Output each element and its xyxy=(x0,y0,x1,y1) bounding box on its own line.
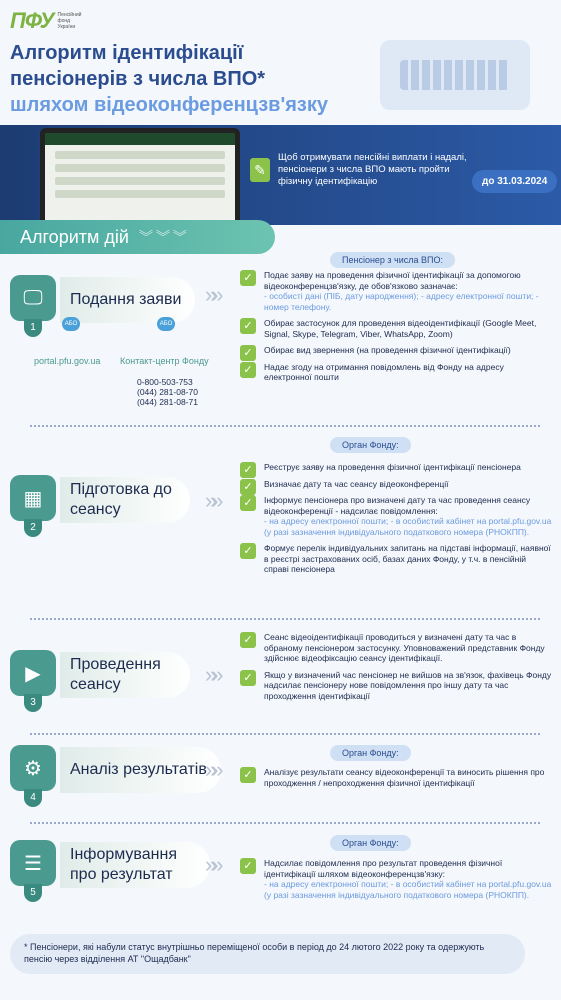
pfu-logo xyxy=(10,8,81,34)
logo-line: України xyxy=(57,24,76,30)
step-4-list xyxy=(240,767,552,794)
step-number: 2 xyxy=(24,519,42,537)
list-item: ✓ Інформує пенсіонера про визначені дату та час проведення сеансу відеоконференції - надсилає повідомлення: - на адресу електронної пошти; - в особистий кабінет на portal.pfu.gov.ua (у разі зазначення індивідуального податкового номера (РНОКПП). xyxy=(240,495,552,537)
check-icon: ✓ xyxy=(240,858,256,874)
laptop-illustration xyxy=(40,128,240,228)
chevron-right-icon: »» xyxy=(205,662,218,687)
divider xyxy=(30,822,540,824)
calendar-icon: ▦ xyxy=(10,475,56,521)
list-item: ✓ Подає заяву на проведення фізичної ідентифікації за допомогою відеоконференцзв'язку, де обов'язково зазначає: - особисті дані (ПІБ, дату народження); - адресу електронної пошти; - номер телефону. xyxy=(240,270,552,312)
list-item: ✓ Обирає застосунок для проведення відеоідентифікації (Google Meet, Signal, Skype, Telegram, Viber, WhatsApp, Zoom) xyxy=(240,318,552,339)
phone-number: (044) 281-08-71 xyxy=(137,397,198,407)
list-item: ✓ Обирає вид звернення (на проведення фізичної ідентифікації) xyxy=(240,345,552,356)
list-item: ✓ Формує перелік індивідуальних запитань на підставі інформації, наявної в реєстрі застрахованих осіб, базах даних Фонду, у т.ч. в пенсійній справі пенсіонера xyxy=(240,543,552,575)
step-3-list xyxy=(240,632,552,707)
check-icon: ✓ xyxy=(240,632,256,648)
check-icon: ✓ xyxy=(240,345,256,361)
video-camera-icon: ▶ xyxy=(10,650,56,696)
actor-badge: Орган Фонду: xyxy=(330,745,411,761)
divider xyxy=(30,733,540,735)
chevron-right-icon: »» xyxy=(205,488,218,513)
chevron-right-icon: »» xyxy=(205,757,218,782)
algorithm-label: Алгоритм дій xyxy=(20,226,129,247)
or-icon: АБО xyxy=(157,317,175,331)
step-title: Підготовка до сеансу xyxy=(60,477,190,523)
algorithm-header xyxy=(0,220,275,254)
list-item: ✓ Надсилає повідомлення про результат проведення фізичної ідентифікації шляхом відеоконференцзв'язку: - на адресу електронної пошти; - в особистий кабінет на portal.pfu.gov.ua (у разі зазначення індивідуального податкового номера (РНОКПП). xyxy=(240,858,552,900)
title-line-2: пенсіонерів з числа ВПО* xyxy=(10,68,266,90)
actor-badge: Орган Фонду: xyxy=(330,437,411,453)
logo-line: Пенсійний xyxy=(57,12,82,18)
divider xyxy=(30,425,540,427)
list-item: ✓ Якщо у визначений час пенсіонер не вийшов на зв'язок, фахівець Фонду надсилає пенсіонеру нове повідомлення про іншу дату та час проходження ідентифікації xyxy=(240,670,552,702)
step-number: 3 xyxy=(24,694,42,712)
check-icon: ✓ xyxy=(240,767,256,783)
divider xyxy=(30,618,540,620)
list-item: ✓ Аналізує результати сеансу відеоконференції та виносить рішення про проходження / непроходження фізичної ідентифікації xyxy=(240,767,552,788)
document-icon: ✎ xyxy=(250,158,270,182)
chevron-right-icon: »» xyxy=(205,282,218,307)
list-item: ✓ Надає згоду на отримання повідомлень від Фонду на адресу електронної пошти xyxy=(240,362,552,383)
step-number: 1 xyxy=(24,319,42,337)
check-icon: ✓ xyxy=(240,670,256,686)
banner-text: Щоб отримувати пенсійні виплати і надалі, пенсіонери з числа ВПО мають пройти фізичну ідентифікацію xyxy=(278,152,467,187)
step-number: 5 xyxy=(24,884,42,902)
check-icon: ✓ xyxy=(240,495,256,511)
phone-number: 0-800-503-753 xyxy=(137,377,193,387)
banner-message xyxy=(250,152,468,188)
actor-badge: Пенсіонер з числа ВПО: xyxy=(330,252,455,268)
phone-list xyxy=(137,377,198,407)
gear-icon: ⚙ xyxy=(10,745,56,791)
contact-center: Контакт-центр Фонду xyxy=(120,356,209,366)
step-title: Інформування про результат xyxy=(60,842,210,888)
keyboard-illustration xyxy=(380,40,530,110)
title-line-3: шляхом відеоконференцзв'язку xyxy=(10,94,328,116)
list-item: ✓ Реєструє заяву на проведення фізичної ідентифікації пенсіонера xyxy=(240,462,552,473)
check-icon: ✓ xyxy=(240,462,256,478)
deadline-badge: до 31.03.2024 xyxy=(472,170,557,193)
check-icon: ✓ xyxy=(240,479,256,495)
list-item: ✓ Сеанс відеоідентифікації проводиться у визначені дату та час в обраному пенсіонером застосунку. Уповноважений представник Фонду здійснює відеофіксацію сеансу ідентифікації. xyxy=(240,632,552,664)
check-icon: ✓ xyxy=(240,270,256,286)
step-2-list xyxy=(240,462,552,581)
or-icon: АБО xyxy=(62,317,80,331)
step-title: Проведення сеансу xyxy=(60,652,190,698)
step-title: Подання заяви xyxy=(60,277,195,323)
list-item: ✓ Визначає дату та час сеансу відеоконференції xyxy=(240,479,552,490)
logo-mark: ПФУ xyxy=(10,8,54,33)
step-title: Аналіз результатів xyxy=(60,747,221,793)
step-1-list xyxy=(240,270,552,389)
check-icon: ✓ xyxy=(240,543,256,559)
portal-link[interactable]: portal.pfu.gov.ua xyxy=(34,356,101,366)
checklist-icon: ☰ xyxy=(10,840,56,886)
title-line-1: Алгоритм ідентифікації xyxy=(10,42,244,64)
footnote: * Пенсіонери, які набули статус внутрішньо переміщеної особи в період до 24 лютого 2022 року та одержують пенсію через відділення АТ "Ощадбанк" xyxy=(10,934,525,974)
chevron-down-icon: ︾︾︾ xyxy=(138,229,190,245)
step-number: 4 xyxy=(24,789,42,807)
step-5-list xyxy=(240,858,552,906)
page-title xyxy=(10,40,328,118)
actor-badge: Орган Фонду: xyxy=(330,835,411,851)
check-icon: ✓ xyxy=(240,362,256,378)
monitor-icon: 🖵 xyxy=(10,275,56,321)
chevron-right-icon: »» xyxy=(205,852,218,877)
check-icon: ✓ xyxy=(240,318,256,334)
phone-number: (044) 281-08-70 xyxy=(137,387,198,397)
logo-line: фонд xyxy=(57,18,71,24)
